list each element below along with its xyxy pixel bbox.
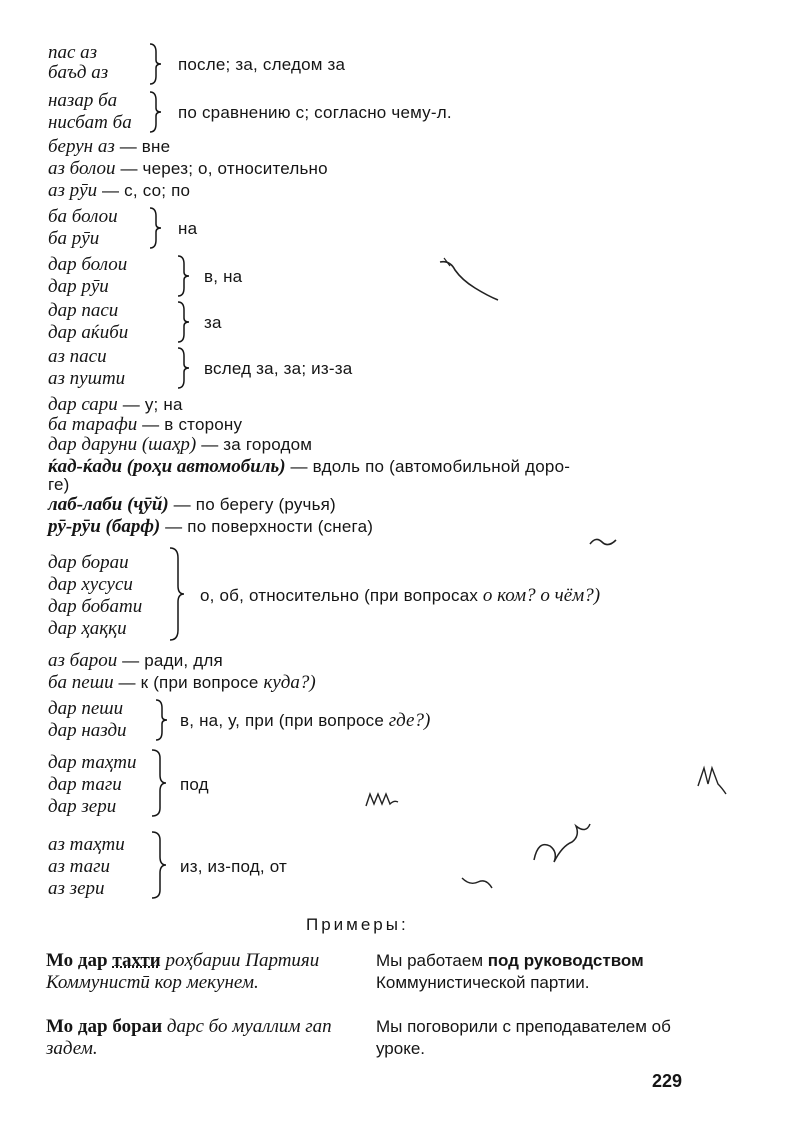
curly-brace-icon (148, 830, 170, 900)
russian-translation: — ради, для (117, 651, 223, 670)
russian-translation: после; за, следом за (178, 55, 346, 74)
example-russian-text: преподавателем об уроке. (376, 1017, 671, 1058)
example-bold: бораи (112, 1016, 163, 1037)
example-tajik (46, 1016, 358, 1060)
example-tajik (46, 950, 358, 994)
entry-line (48, 494, 336, 516)
curly-brace-icon (152, 698, 172, 742)
example-bold: тахти (112, 950, 161, 971)
handwritten-mark-icon (528, 816, 598, 876)
example-italic: дарс бо муаллим гап задем. (46, 1016, 332, 1059)
tajik-term: дар таги (48, 774, 122, 795)
russian-translation: — по берегу (ручья) (168, 495, 336, 514)
russian-translation: — за городом (196, 435, 313, 454)
russian-translation: — у; на (117, 395, 183, 414)
tajik-term: назар ба (48, 90, 118, 111)
tajik-term: пас аз (48, 42, 98, 63)
russian-translation: — вдоль по (автомобильной доро- (285, 457, 571, 476)
question-text: о ком? о чём?) (482, 585, 601, 606)
tajik-term: дар назди (48, 720, 127, 741)
tajik-term: аз таҳти (48, 834, 125, 855)
page-number: 229 (652, 1071, 683, 1091)
russian-translation: ге) (48, 475, 70, 494)
tajik-term: аз паси (48, 346, 107, 367)
entry-line (48, 394, 183, 416)
tajik-term: дар пеши (48, 698, 124, 719)
tajik-term: ќад-ќади (роҳи автомобиль) (48, 456, 286, 477)
entry-line (200, 585, 600, 607)
tajik-term: дар рӯи (48, 276, 109, 297)
russian-translation: в, на (204, 267, 243, 286)
tajik-term: дар сари (48, 394, 118, 415)
example-russian-text: Коммунистической партии. (376, 973, 590, 992)
tajik-term: аз пушти (48, 368, 126, 389)
entry-line (48, 650, 223, 672)
entry-line (48, 456, 570, 478)
entry-line (48, 516, 373, 538)
entry-line (48, 158, 328, 180)
tajik-term: рӯ-рӯи (барф) (48, 516, 161, 537)
examples-heading: Примеры: (306, 915, 409, 934)
russian-translation: — в сторону (137, 415, 243, 434)
tajik-term: дар болои (48, 254, 128, 275)
question-text: куда?) (263, 672, 316, 693)
question-text: где?) (388, 710, 431, 731)
tajik-term: нисбат ба (48, 112, 132, 133)
tajik-term: дар паси (48, 300, 119, 321)
tajik-term: дар ҳаққи (48, 618, 127, 639)
russian-translation: — к (при вопросе (113, 673, 264, 692)
russian-translation: по сравнению с; согласно чему-л. (178, 103, 452, 122)
tajik-term: берун аз (48, 136, 115, 157)
example-russian (376, 1016, 696, 1060)
curly-brace-icon (174, 300, 194, 344)
tajik-term: аз болои (48, 158, 116, 179)
russian-translation: — вне (114, 137, 171, 156)
entry-line (180, 710, 430, 732)
tajik-term: дар зери (48, 796, 117, 817)
curly-brace-icon (166, 546, 188, 642)
russian-translation: под (180, 775, 209, 794)
handwritten-mark-icon (430, 250, 510, 310)
tajik-term: дар таҳти (48, 752, 137, 773)
tajik-term: дар аќиби (48, 322, 129, 343)
curly-brace-icon (146, 206, 166, 250)
tajik-term: аз рӯи (48, 180, 98, 201)
handwritten-mark-icon (586, 532, 626, 552)
example-italic: роҳбарии Партияи Коммунистӣ кор мекунем. (46, 950, 320, 993)
entry-line (48, 136, 170, 158)
handwritten-mark-icon (694, 762, 734, 798)
tajik-term: дар хусуси (48, 574, 133, 595)
russian-translation: — через; о, относительно (115, 159, 328, 178)
curly-brace-icon (148, 748, 170, 818)
curly-brace-icon (146, 42, 166, 86)
entry-line (48, 180, 190, 202)
russian-translation: в, на, у, при (при вопросе (180, 711, 384, 730)
example-russian (376, 950, 696, 994)
tajik-term: ба пеши (48, 672, 114, 693)
example-russian-text: с (502, 1017, 511, 1036)
entry-line (48, 434, 312, 456)
tajik-term: ба рӯи (48, 228, 100, 249)
russian-translation: о, об, относительно (при вопросах (200, 586, 479, 605)
russian-translation: за (204, 313, 222, 332)
example-russian-bold: под руководством (487, 951, 644, 970)
example-bold: Мо дар (46, 950, 113, 971)
handwritten-mark-icon (458, 872, 498, 892)
example-russian-text: Мы поговорили (376, 1017, 503, 1036)
curly-brace-icon (174, 254, 194, 298)
handwritten-mark-icon (362, 788, 402, 812)
tajik-term: дар даруни (шаҳр) (48, 434, 197, 455)
curly-brace-icon (174, 346, 194, 390)
tajik-term: лаб-лаби (ҷӯй) (48, 494, 169, 515)
example-russian-text: Мы работаем (376, 951, 488, 970)
tajik-term: дар бобати (48, 596, 143, 617)
tajik-term: ба болои (48, 206, 118, 227)
tajik-term: ба тарафи (48, 414, 138, 435)
tajik-term: баъд аз (48, 62, 109, 83)
tajik-term: аз барои (48, 650, 118, 671)
russian-translation: на (178, 219, 198, 238)
russian-translation: вслед за, за; из-за (204, 359, 353, 378)
tajik-term: аз таги (48, 856, 111, 877)
tajik-term: дар бораи (48, 552, 129, 573)
tajik-term: аз зери (48, 878, 105, 899)
example-bold: Мо дар (46, 1016, 113, 1037)
curly-brace-icon (146, 90, 166, 134)
russian-translation: — с, со; по (97, 181, 191, 200)
russian-translation: — по поверхности (снега) (160, 517, 374, 536)
entry-line (48, 672, 316, 694)
entry-line (48, 414, 242, 436)
russian-translation: из, из-под, от (180, 857, 288, 876)
